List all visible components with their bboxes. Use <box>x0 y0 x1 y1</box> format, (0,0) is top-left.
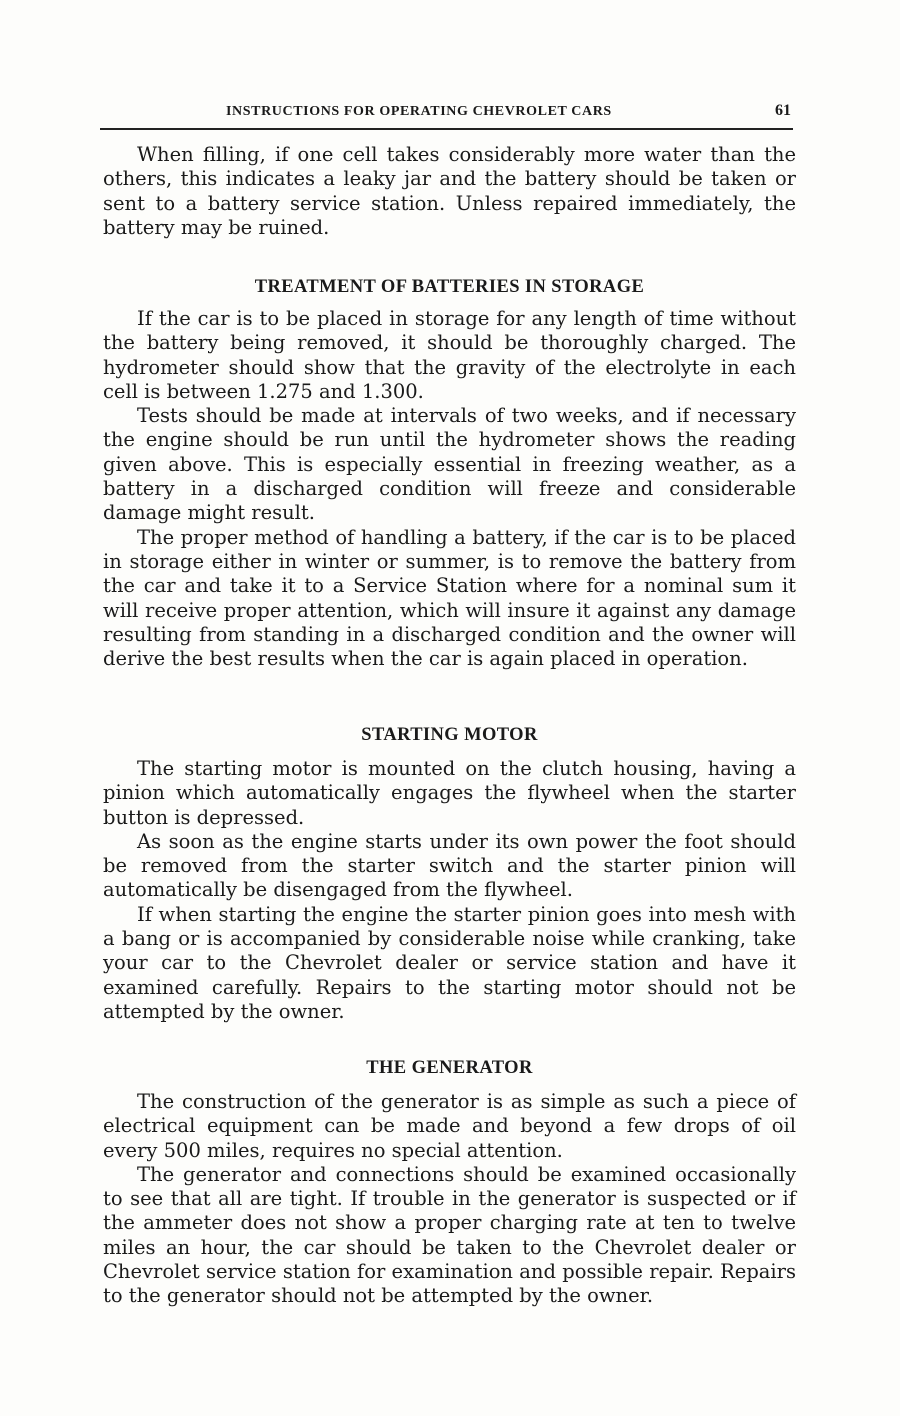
generator-paragraph-1: The construction of the generator is as simple as such a piece of electrical equipment can be made and beyond a few drops of oil every 500 miles, requires no special attention. <box>103 1090 796 1162</box>
heading-battery-storage: TREATMENT OF BATTERIES IN STORAGE <box>254 277 645 297</box>
running-header <box>100 98 793 130</box>
running-title: INSTRUCTIONS FOR OPERATING CHEVROLET CARS <box>226 104 612 119</box>
heading-generator: THE GENERATOR <box>366 1058 533 1078</box>
starting-motor-paragraph-1: The starting motor is mounted on the clutch housing, having a pinion which automatically engages the flywheel when the starter button is depressed. <box>103 757 796 829</box>
storage-paragraph-1: If the car is to be placed in storage for any length of time without the battery being removed, it should be thoroughly charged. The hydrometer should show that the gravity of the electrolyte in each cell is between 1.275 and 1.300. <box>103 307 796 403</box>
generator-section <box>103 1090 796 1309</box>
starting-motor-section <box>103 757 796 1024</box>
generator-paragraph-2: The generator and connections should be examined occasionally to see that all are tight. If trouble in the generator is suspected or if the ammeter does not show a proper charging rate at ten to twelve miles an hour, the car should be taken to the Chevrolet dealer or Chevrolet service station for examination and possible repair. Repairs to the generator should not be attempted by the owner. <box>103 1162 796 1308</box>
starting-motor-paragraph-3: If when starting the engine the starter pinion goes into mesh with a bang or is accompanied by considerable noise while cranking, take your car to the Chevrolet dealer or service station and have it examined carefully. Repairs to the starting motor should not be attempted by the owner. <box>103 902 796 1023</box>
starting-motor-paragraph-2: As soon as the engine starts under its own power the foot should be removed from the starter switch and the starter pinion will automatically be disengaged from the flywheel. <box>103 829 796 902</box>
storage-paragraph-3: The proper method of handling a battery, if the car is to be placed in storage either in winter or summer, is to remove the battery from the car and take it to a Service Station where for a nominal sum it will receive proper attention, which will insure it against any damage resulting from standing in a discharged condition and the owner will derive the best results when the car is again placed in operation. <box>103 525 796 671</box>
heading-starting-motor: STARTING MOTOR <box>361 725 538 745</box>
storage-paragraph-2: Tests should be made at intervals of two weeks, and if necessary the engine should be run until the hydrometer shows the reading given above. This is especially essential in freezing weather, as a battery in a discharged condition will freeze and considerable damage might result. <box>103 404 796 525</box>
intro-paragraph: When filling, if one cell takes considerably more water than the others, this indicates a leaky jar and the battery should be taken or sent to a battery service station. Unless repaired immediately, the battery may be ruined. <box>103 143 796 239</box>
page-number: 61 <box>775 102 791 119</box>
battery-storage-section <box>103 307 796 671</box>
intro-section <box>103 143 796 240</box>
